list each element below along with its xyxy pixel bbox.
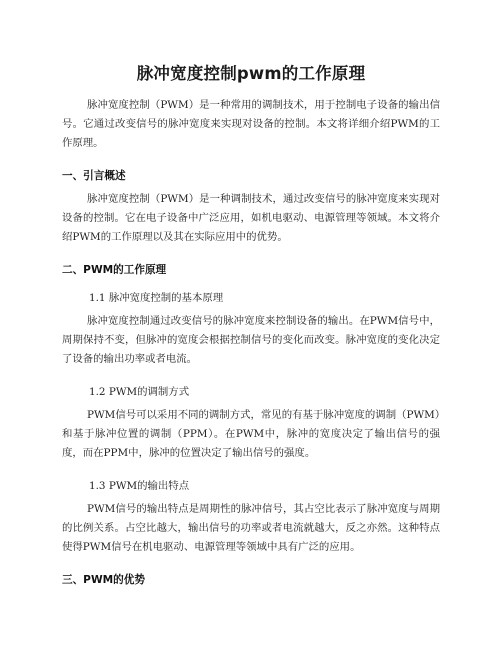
section-paragraph-intro: 脉冲宽度控制（PWM）是一种调制技术，通过改变信号的脉冲宽度来实现对设备的控制。它在电子设备中广泛应用，如机电驱动、电源管理等领域。本文将介绍PWM的工作原理以及其在实际应用中的优势。 [62,193,440,243]
subsection-paragraph-1-2: PWM信号可以采用不同的调制方式，常见的有基于脉冲宽度的调制（PWM）和基于脉冲位置的调制（PPM）。在PWM中，脉冲的宽度决定了输出信号的强度，而在PPM中，脉冲的位置决定了输出信号的强度。 [62,409,440,459]
document-title: 脉冲宽度控制pwm的工作原理 [136,64,366,83]
subsection-paragraph-1-1: 脉冲宽度控制通过改变信号的脉冲宽度来控制设备的输出。在PWM信号中，周期保持不变，但脉冲的宽度会根据控制信号的变化而改变。脉冲宽度的变化决定了设备的输出功率或者电流。 [62,315,440,365]
subsection-title-1-2: 1.2 PWM的调制方式 [89,386,190,398]
section-heading-intro: 一、引言概述 [62,170,126,182]
section-heading-advantages: 三、PWM的优势 [62,574,145,586]
subsection-paragraph-1-3: PWM信号的输出特点是周期性的脉冲信号，其占空比表示了脉冲宽度与周期的比例关系。占空比越大，输出信号的功率或者电流就越大，反之亦然。这种特点使得PWM信号在机电驱动、电源管理等领域中具有广泛的应用。 [62,503,440,553]
intro-paragraph: 脉冲宽度控制（PWM）是一种常用的调制技术，用于控制电子设备的输出信号。它通过改变信号的脉冲宽度来实现对设备的控制。本文将详细介绍PWM的工作原理。 [62,99,440,149]
subsection-title-1-1: 1.1 脉冲宽度控制的基本原理 [89,292,224,304]
section-heading-principle: 二、PWM的工作原理 [62,264,167,276]
subsection-title-1-3: 1.3 PWM的输出特点 [89,480,190,492]
